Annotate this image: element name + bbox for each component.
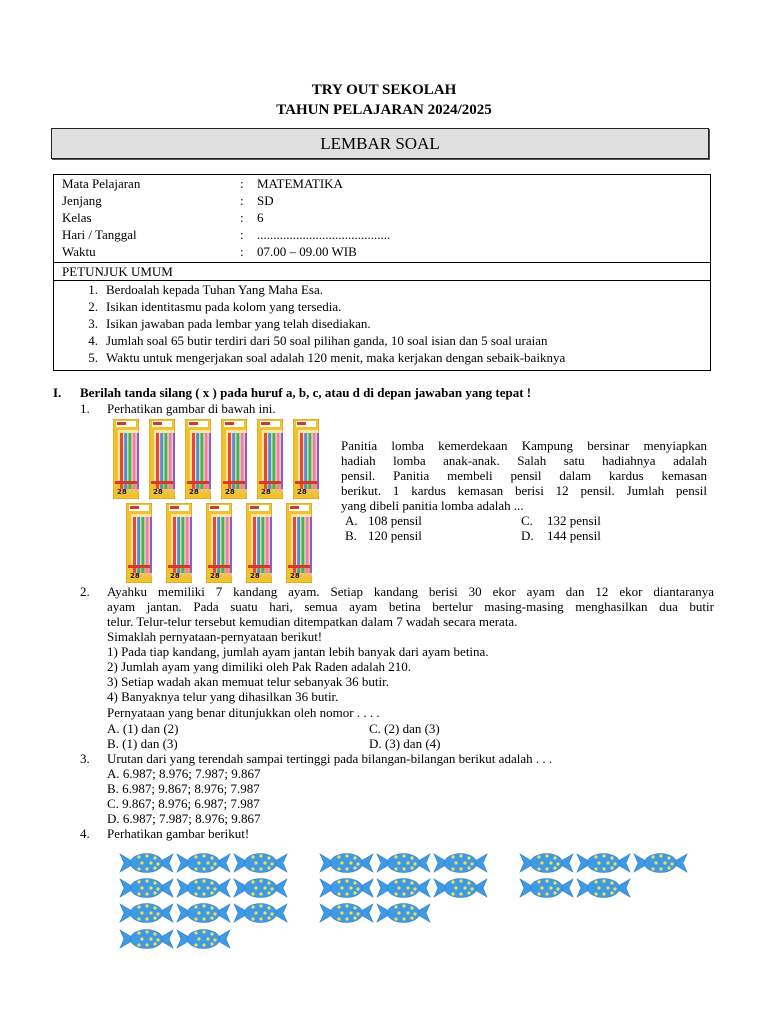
candy xyxy=(518,877,575,899)
info-value: 6 xyxy=(257,210,264,225)
pencil-box xyxy=(126,503,152,583)
candy xyxy=(432,852,489,874)
option-b[interactable]: B. 6.987; 9.867; 8.976; 7.987 xyxy=(107,781,260,796)
instructions-heading: PETUNJUK UMUM xyxy=(62,264,173,279)
candy xyxy=(375,877,432,899)
pencil-box xyxy=(166,503,192,583)
statement: 3) Setiap wadah akan memuat telur sebanyak 36 butir. xyxy=(107,674,389,689)
info-colon: : xyxy=(240,244,244,259)
option-d[interactable]: 144 pensil xyxy=(547,528,601,543)
instruction-text: Waktu untuk mengerjakan soal adalah 120 menit, maka kerjakan dengan sebaik-baiknya xyxy=(106,350,566,365)
info-colon: : xyxy=(240,227,244,242)
candy xyxy=(232,852,289,874)
statement: 2) Jumlah ayam yang dimiliki oleh Pak Raden adalah 210. xyxy=(107,659,411,674)
exam-year: TAHUN PELAJARAN 2024/2025 xyxy=(276,102,492,118)
option-d[interactable]: D. 6.987; 7.987; 8.976; 9.867 xyxy=(107,811,261,826)
svg-text:28: 28 xyxy=(153,488,163,496)
option-c[interactable]: 132 pensil xyxy=(547,513,601,528)
candy xyxy=(575,852,632,874)
option-a[interactable]: A. (1) dan (2) xyxy=(107,721,179,736)
instruction-number: 2. xyxy=(88,299,98,314)
info-colon: : xyxy=(240,193,244,208)
question-number: 2. xyxy=(80,584,90,599)
question-intro: Perhatikan gambar di bawah ini. xyxy=(107,401,276,416)
info-value: 07.00 – 09.00 WIB xyxy=(257,244,357,259)
info-colon: : xyxy=(240,176,244,191)
candy xyxy=(518,852,575,874)
option-a[interactable]: 108 pensil xyxy=(368,513,422,528)
pencil-box xyxy=(257,419,283,499)
svg-text:28: 28 xyxy=(189,488,199,496)
candy xyxy=(175,902,232,924)
candy xyxy=(118,852,175,874)
candy xyxy=(375,852,432,874)
question-text-line: telur. Telur-telur tersebut kemudian ditempatkan dalam 7 wadah secara merata. xyxy=(107,614,518,629)
candy xyxy=(232,877,289,899)
pencil-box xyxy=(246,503,272,583)
question-text: Urutan dari yang terendah sampai tertinggi pada bilangan-bilangan berikut adalah . . . xyxy=(107,751,553,766)
candy xyxy=(432,877,489,899)
candy xyxy=(318,877,375,899)
candy xyxy=(175,852,232,874)
pencil-box xyxy=(293,419,319,499)
instruction-text: Berdoalah kepada Tuhan Yang Maha Esa. xyxy=(106,282,323,297)
instruction-number: 5. xyxy=(88,350,98,365)
question-text-line: hadiah lomba anak-anak. Salah satu hadiahnya adalah xyxy=(341,453,707,468)
instruction-text: Isikan jawaban pada lembar yang telah disediakan. xyxy=(106,316,371,331)
info-label: Waktu xyxy=(62,244,96,259)
svg-text:28: 28 xyxy=(117,488,127,496)
info-value: SD xyxy=(257,193,274,208)
question-number: 4. xyxy=(80,826,90,841)
option-b[interactable]: B. (1) dan (3) xyxy=(107,736,178,751)
instruction-text: Isikan identitasmu pada kolom yang tersedia. xyxy=(106,299,342,314)
pencil-box xyxy=(286,503,312,583)
svg-text:28: 28 xyxy=(130,572,140,580)
instruction-number: 4. xyxy=(88,333,98,348)
candy xyxy=(175,877,232,899)
pencil-box xyxy=(113,419,139,499)
candy xyxy=(318,902,375,924)
question-text-line: Panitia lomba kemerdekaan Kampung bersinar menyiapkan xyxy=(341,438,707,453)
option-key: D. xyxy=(521,528,534,543)
statement: 4) Banyaknya telur yang dihasilkan 36 butir. xyxy=(107,689,339,704)
sheet-title: LEMBAR SOAL xyxy=(51,128,709,159)
info-label: Jenjang xyxy=(62,193,102,208)
svg-text:28: 28 xyxy=(250,572,260,580)
question-number: 3. xyxy=(80,751,90,766)
option-key: C. xyxy=(521,513,533,528)
instruction-text: Jumlah soal 65 butir terdiri dari 50 soal pilihan ganda, 10 soal isian dan 5 soal uraian xyxy=(106,333,548,348)
question-text-line: yang dibeli panitia lomba adalah ... xyxy=(341,498,524,513)
candy xyxy=(575,877,632,899)
question-text-line: pensil. Panitia membeli pensil dalam kardus kemasan xyxy=(341,468,707,483)
svg-text:28: 28 xyxy=(225,488,235,496)
statement: 1) Pada tiap kandang, jumlah ayam jantan lebih banyak dari ayam betina. xyxy=(107,644,489,659)
question-prompt: Simaklah pernyataan-pernyataan berikut! xyxy=(107,629,323,644)
candy xyxy=(118,902,175,924)
candy xyxy=(632,852,689,874)
candy xyxy=(375,902,432,924)
pencil-box xyxy=(185,419,211,499)
option-c[interactable]: C. 9.867; 8.976; 6.987; 7.987 xyxy=(107,796,260,811)
question-ask: Pernyataan yang benar ditunjukkan oleh nomor . . . . xyxy=(107,705,380,720)
pencil-box xyxy=(149,419,175,499)
section-instruction: Berilah tanda silang ( x ) pada huruf a, b, c, atau d di depan jawaban yang tepat ! xyxy=(80,385,532,400)
question-text: Perhatikan gambar berikut! xyxy=(107,826,250,841)
instruction-number: 3. xyxy=(88,316,98,331)
exam-title: TRY OUT SEKOLAH xyxy=(311,82,457,98)
svg-text:28: 28 xyxy=(290,572,300,580)
info-colon: : xyxy=(240,210,244,225)
question-text-line: Ayahku memiliki 7 kandang ayam. Setiap kandang berisi 30 ekor ayam dan 12 ekor diantaranya xyxy=(107,584,714,599)
option-b[interactable]: 120 pensil xyxy=(368,528,422,543)
instruction-number: 1. xyxy=(88,282,98,297)
question-number: 1. xyxy=(80,401,90,416)
section-number: I. xyxy=(53,385,62,400)
svg-text:28: 28 xyxy=(261,488,271,496)
candy xyxy=(232,902,289,924)
info-label: Mata Pelajaran xyxy=(62,176,141,191)
option-key: B. xyxy=(345,528,357,543)
option-a[interactable]: A. 6.987; 8.976; 7.987; 9.867 xyxy=(107,766,261,781)
svg-text:28: 28 xyxy=(210,572,220,580)
option-d[interactable]: D. (3) dan (4) xyxy=(369,736,441,751)
info-value: MATEMATIKA xyxy=(257,176,343,191)
option-c[interactable]: C. (2) dan (3) xyxy=(369,721,440,736)
question-text-line: berikut. 1 kardus kemasan berisi 12 pensil. Jumlah pensil xyxy=(341,483,707,498)
svg-text:28: 28 xyxy=(297,488,307,496)
info-box xyxy=(53,174,711,371)
candy xyxy=(318,852,375,874)
question-text-line: ayam jantan. Pada suatu hari, semua ayam betina bertelur masing-masing menghasilkan dua butir xyxy=(107,599,714,614)
info-value: ......................................... xyxy=(257,227,391,242)
option-key: A. xyxy=(345,513,358,528)
candy xyxy=(118,928,175,950)
candy xyxy=(118,877,175,899)
candy xyxy=(175,928,232,950)
info-label: Kelas xyxy=(62,210,92,225)
svg-text:28: 28 xyxy=(170,572,180,580)
pencil-box xyxy=(221,419,247,499)
pencil-box xyxy=(206,503,232,583)
info-label: Hari / Tanggal xyxy=(62,227,137,242)
